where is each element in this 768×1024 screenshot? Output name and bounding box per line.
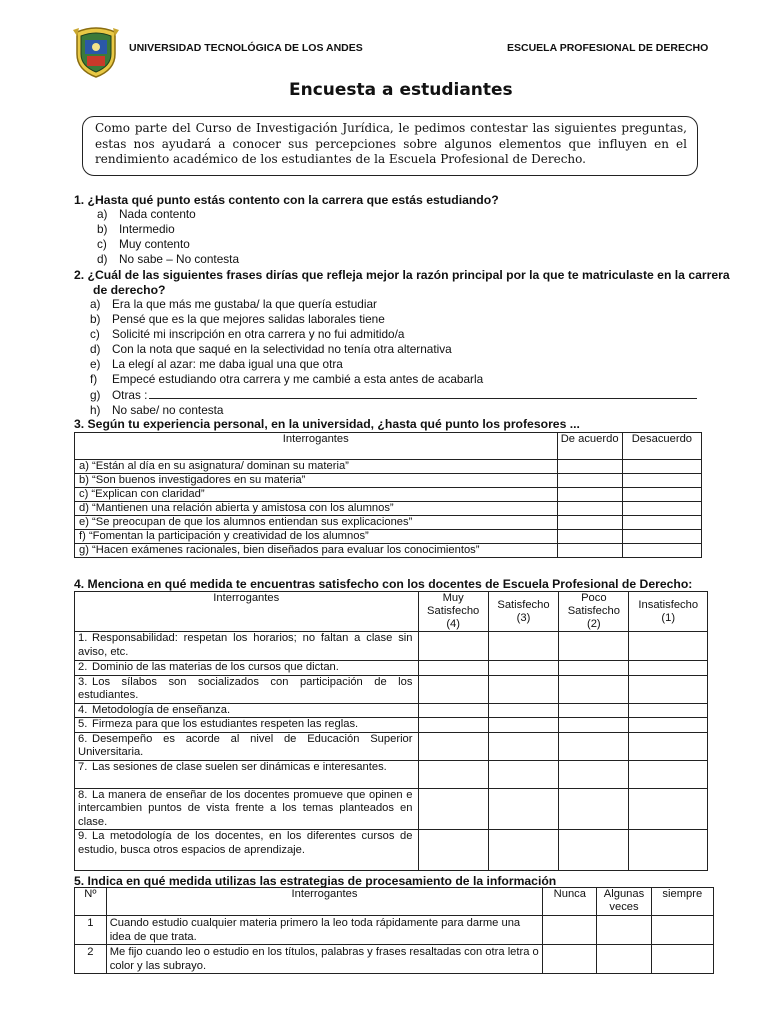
row-text	[75, 788, 419, 830]
option[interactable]	[90, 357, 697, 372]
row-label: La metodología de los docentes, en los diferentes cursos de estudio, busca otros espacios de aprendizaje.	[78, 830, 413, 856]
row-text: d) “Mantienen una relación abierta y amistosa con los alumnos”	[75, 502, 558, 516]
option-letter: c)	[97, 237, 107, 251]
col-header: Desacuerdo	[622, 433, 701, 460]
row-label: Las sesiones de clase suelen ser dinámicas e interesantes.	[92, 760, 387, 773]
row-text: g) “Hacen exámenes racionales, bien diseñados para evaluar los conocimientos”	[75, 544, 558, 558]
row-text	[75, 718, 419, 733]
option-letter: c)	[90, 327, 100, 341]
answer-cell[interactable]	[559, 675, 629, 703]
col-header: Satisfecho (3)	[488, 592, 558, 632]
answer-cell[interactable]	[622, 544, 701, 558]
row-number: 4.	[78, 703, 88, 716]
question-2-options	[90, 297, 697, 418]
option-letter: b)	[90, 312, 101, 326]
table-row	[75, 760, 708, 788]
answer-cell[interactable]	[559, 661, 629, 676]
row-number: 1	[75, 916, 107, 945]
answer-cell[interactable]	[488, 760, 558, 788]
university-logo	[71, 26, 121, 78]
table-row	[75, 544, 702, 558]
answer-cell[interactable]	[629, 732, 708, 760]
row-number: 3.	[78, 675, 88, 688]
row-label: La manera de enseñar de los docentes promueve que opinen e intercambien puntos de vista frente a los temas planteados en clase.	[78, 788, 413, 828]
row-label: Metodología de enseñanza.	[92, 703, 231, 716]
university-name: UNIVERSIDAD TECNOLÓGICA DE LOS ANDES	[129, 42, 363, 54]
table-row	[75, 945, 714, 974]
row-label: Firmeza para que los estudiantes respeten las reglas.	[92, 718, 359, 730]
answer-cell[interactable]	[418, 788, 488, 830]
page-title: Encuesta a estudiantes	[289, 80, 513, 100]
school-name: ESCUELA PROFESIONAL DE DERECHO	[507, 42, 709, 54]
answer-cell[interactable]	[488, 632, 558, 661]
answer-cell[interactable]	[559, 760, 629, 788]
col-header: Algunas veces	[597, 888, 651, 916]
option[interactable]	[97, 252, 239, 267]
answer-cell[interactable]	[488, 830, 558, 871]
answer-cell[interactable]	[597, 945, 651, 974]
col-header: Muy Satisfecho (4)	[418, 592, 488, 632]
answer-cell[interactable]	[418, 830, 488, 871]
table-row	[75, 474, 702, 488]
answer-cell[interactable]	[543, 945, 597, 974]
option-text: Era la que más me gustaba/ la que quería estudiar	[112, 297, 377, 311]
row-text: b) “Son buenos investigadores en su materia”	[75, 474, 558, 488]
answer-cell[interactable]	[488, 718, 558, 733]
question-3: 3. Según tu experiencia personal, en la universidad, ¿hasta qué punto los profesores ...	[74, 417, 580, 431]
answer-cell[interactable]	[418, 760, 488, 788]
answer-cell[interactable]	[622, 530, 701, 544]
row-label: Responsabilidad: respetan los horarios; no faltan a clase sin aviso, etc.	[78, 632, 413, 658]
option-text: La elegí al azar: me daba igual una que otra	[112, 357, 343, 371]
table-q4	[74, 591, 708, 871]
answer-cell[interactable]	[559, 703, 629, 718]
answer-cell[interactable]	[557, 460, 622, 474]
table-row	[75, 460, 702, 474]
row-text	[75, 661, 419, 676]
row-text	[75, 760, 419, 788]
option[interactable]	[90, 372, 697, 387]
table-row	[75, 788, 708, 830]
col-header: Interrogantes	[75, 592, 419, 632]
row-label: Dominio de las materias de los cursos que dictan.	[92, 661, 339, 673]
option-letter: b)	[97, 222, 108, 236]
table-row	[75, 661, 708, 676]
row-text: e) “Se preocupan de que los alumnos entiendan sus explicaciones”	[75, 516, 558, 530]
answer-cell[interactable]	[629, 703, 708, 718]
answer-cell[interactable]	[629, 760, 708, 788]
row-number: 6.	[78, 732, 88, 745]
answer-cell[interactable]	[557, 474, 622, 488]
col-header: Nº	[75, 888, 107, 916]
table-row	[75, 732, 708, 760]
option[interactable]	[90, 297, 697, 312]
option-letter: d)	[97, 252, 108, 266]
table-row	[75, 516, 702, 530]
option-text: Intermedio	[119, 222, 175, 236]
row-label: Los sílabos son socializados con participación de los estudiantes.	[78, 675, 413, 701]
option-letter: d)	[90, 342, 101, 356]
option-letter: a)	[97, 207, 108, 221]
question-2-cont: de derecho?	[93, 283, 166, 297]
question-1: 1. ¿Hasta qué punto estás contento con la carrera que estás estudiando?	[74, 193, 499, 207]
answer-cell[interactable]	[622, 474, 701, 488]
answer-cell[interactable]	[557, 530, 622, 544]
row-text: a) “Están al día en su asignatura/ dominan su materia”	[75, 460, 558, 474]
row-text: Me fijo cuando leo o estudio en los títulos, palabras y frases resaltadas con otra letra o color y las subrayo.	[106, 945, 543, 974]
row-label: Desempeño es acorde al nivel de Educación Superior Universitaria.	[78, 732, 413, 758]
answer-cell[interactable]	[629, 718, 708, 733]
row-number: 7.	[78, 760, 88, 773]
option[interactable]	[97, 222, 239, 237]
row-text	[75, 732, 419, 760]
answer-cell[interactable]	[559, 788, 629, 830]
answer-cell[interactable]	[559, 718, 629, 733]
col-header: Interrogantes	[75, 433, 558, 460]
answer-cell[interactable]	[597, 916, 651, 945]
answer-cell[interactable]	[488, 675, 558, 703]
answer-cell[interactable]	[557, 516, 622, 530]
col-header: Poco Satisfecho (2)	[559, 592, 629, 632]
option-letter: h)	[90, 403, 101, 417]
answer-cell[interactable]	[559, 732, 629, 760]
option-letter: e)	[90, 357, 101, 371]
option[interactable]	[97, 237, 239, 252]
answer-cell[interactable]	[622, 516, 701, 530]
table-row	[75, 675, 708, 703]
answer-cell[interactable]	[418, 718, 488, 733]
option[interactable]	[97, 207, 239, 222]
answer-cell[interactable]	[622, 502, 701, 516]
option[interactable]	[90, 342, 697, 357]
row-text	[75, 703, 419, 718]
row-text	[75, 675, 419, 703]
option-letter: a)	[90, 297, 101, 311]
question-4: 4. Menciona en qué medida te encuentras satisfecho con los docentes de Escuela Profesional de Derecho:	[74, 577, 693, 591]
answer-cell[interactable]	[488, 788, 558, 830]
answer-cell[interactable]	[559, 632, 629, 661]
answer-cell[interactable]	[629, 661, 708, 676]
table-row	[75, 718, 708, 733]
answer-cell[interactable]	[629, 675, 708, 703]
answer-cell[interactable]	[557, 544, 622, 558]
table-row	[75, 502, 702, 516]
option-letter: g)	[90, 388, 101, 402]
table-row	[75, 830, 708, 871]
option-other[interactable]	[90, 387, 697, 403]
question-5: 5. Indica en qué medida utilizas las estrategias de procesamiento de la información	[74, 874, 557, 888]
option[interactable]	[90, 312, 697, 327]
row-text: c) “Explican con claridad”	[75, 488, 558, 502]
answer-cell[interactable]	[622, 460, 701, 474]
col-header: De acuerdo	[557, 433, 622, 460]
row-number: 5.	[78, 718, 88, 730]
col-header: siempre	[651, 888, 713, 916]
row-text	[75, 830, 419, 871]
row-number: 9.	[78, 830, 88, 842]
option-letter: f)	[90, 372, 98, 386]
col-header: Nunca	[543, 888, 597, 916]
row-number: 8.	[78, 788, 88, 801]
option-text: Nada contento	[119, 207, 196, 221]
col-header: Insatisfecho (1)	[629, 592, 708, 632]
row-number: 2	[75, 945, 107, 974]
option-text: Con la nota que saqué en la selectividad no tenía otra alternativa	[112, 342, 452, 356]
intro-box: Como parte del Curso de Investigación Jurídica, le pedimos contestar las siguientes preguntas, estas nos ayudará a conocer sus percepciones sobre algunos elementos que influyen en el rendimiento académico de los estudiantes de la Escuela Profesional de Derecho.	[82, 116, 698, 176]
table-q5	[74, 887, 714, 974]
answer-cell[interactable]	[418, 703, 488, 718]
row-text: Cuando estudio cualquier materia primero la leo toda rápidamente para darme una idea de que trata.	[106, 916, 543, 945]
answer-cell[interactable]	[418, 675, 488, 703]
table-row	[75, 916, 714, 945]
answer-cell[interactable]	[559, 830, 629, 871]
question-2: 2. ¿Cuál de las siguientes frases dirías que refleja mejor la razón principal por la que te matriculaste en la carrera	[74, 268, 730, 282]
answer-cell[interactable]	[418, 661, 488, 676]
option[interactable]	[90, 327, 697, 342]
answer-cell[interactable]	[629, 788, 708, 830]
answer-cell[interactable]	[629, 632, 708, 661]
answer-cell[interactable]	[418, 632, 488, 661]
answer-cell[interactable]	[557, 502, 622, 516]
row-text: f) “Fomentan la participación y creatividad de los alumnos”	[75, 530, 558, 544]
table-row	[75, 530, 702, 544]
table-q3	[74, 432, 702, 558]
other-blank-line[interactable]	[149, 387, 697, 399]
col-header: Interrogantes	[106, 888, 543, 916]
table-row	[75, 703, 708, 718]
answer-cell[interactable]	[651, 945, 713, 974]
option-text: Empecé estudiando otra carrera y me cambié a esta antes de acabarla	[112, 372, 484, 386]
option-text: No sabe/ no contesta	[112, 403, 224, 417]
answer-cell[interactable]	[543, 916, 597, 945]
option-text: Pensé que es la que mejores salidas laborales tiene	[112, 312, 385, 326]
table-row	[75, 488, 702, 502]
answer-cell[interactable]	[488, 703, 558, 718]
answer-cell[interactable]	[622, 488, 701, 502]
answer-cell[interactable]	[557, 488, 622, 502]
row-number: 1.	[78, 632, 88, 644]
row-text	[75, 632, 419, 661]
option[interactable]	[90, 403, 697, 418]
table-row	[75, 632, 708, 661]
answer-cell[interactable]	[488, 661, 558, 676]
option-text: Solicité mi inscripción en otra carrera y no fui admitido/a	[112, 327, 405, 341]
option-text: No sabe – No contesta	[119, 252, 240, 266]
answer-cell[interactable]	[629, 830, 708, 871]
answer-cell[interactable]	[651, 916, 713, 945]
row-number: 2.	[78, 661, 88, 673]
answer-cell[interactable]	[488, 732, 558, 760]
answer-cell[interactable]	[418, 732, 488, 760]
option-text: Otras :	[112, 388, 148, 402]
question-1-options	[97, 207, 239, 267]
option-text: Muy contento	[119, 237, 190, 251]
